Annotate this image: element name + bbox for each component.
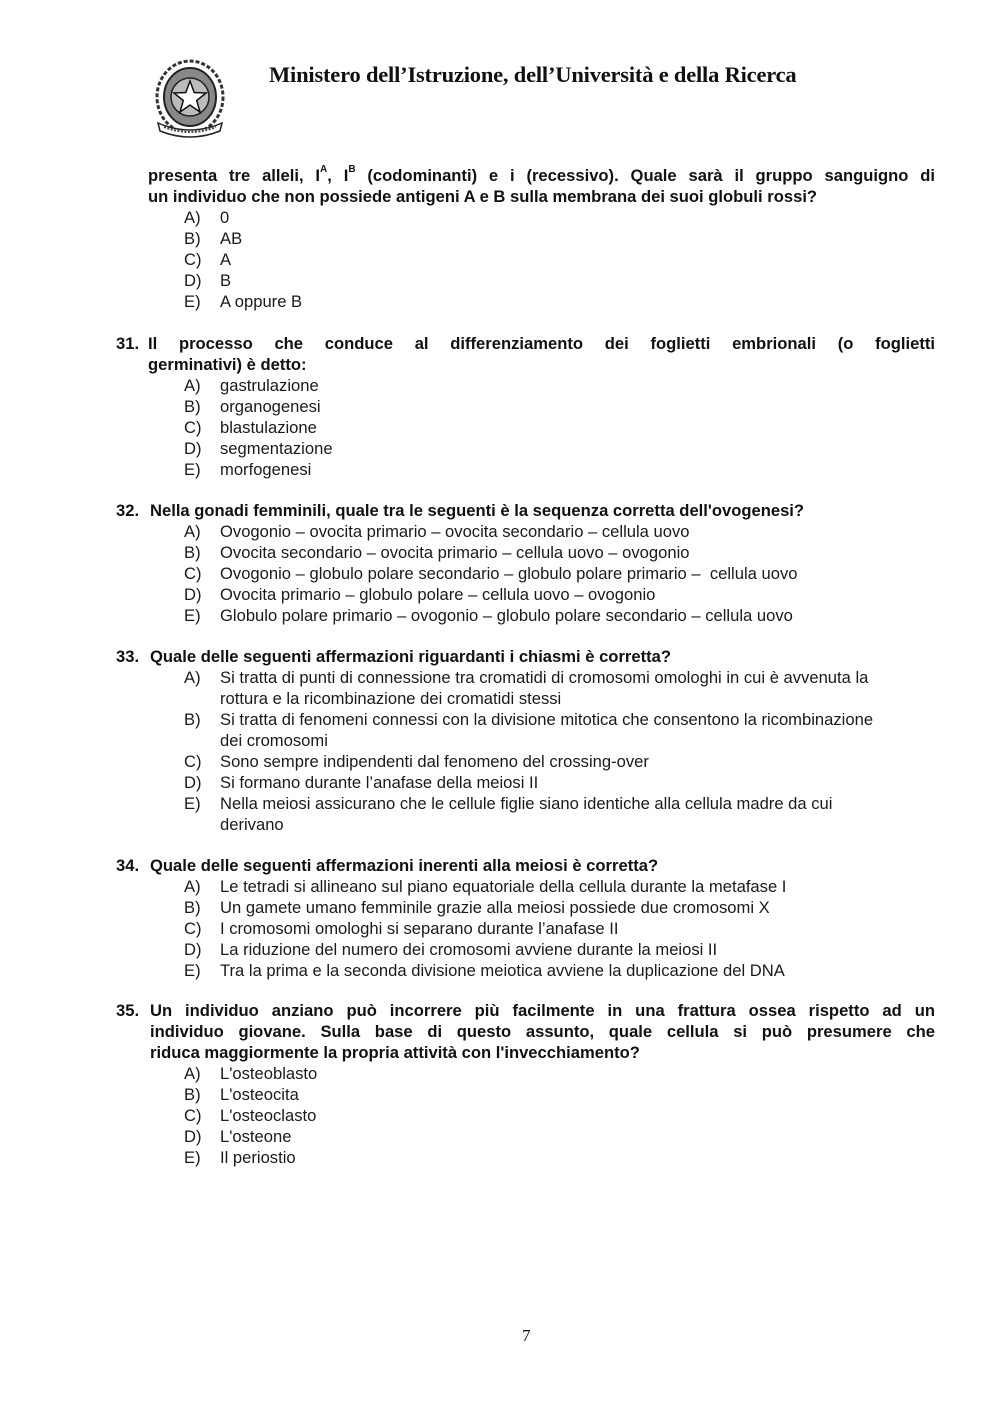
question-text: Quale delle seguenti affermazioni inerenti alla meiosi è corretta? — [150, 856, 659, 875]
question-text: Nella gonadi femminili, quale tra le seguenti è la sequenza corretta dell'ovogenesi? — [150, 501, 805, 520]
question-text-line3: riduca maggiormente la propria attività con l'invecchiamento? — [150, 1043, 640, 1062]
question-number: 31. — [116, 334, 140, 353]
question-text: Il processo che conduce al differenziamento dei foglietti embrionali (o foglietti — [148, 334, 935, 353]
ministry-header-title: Ministero dell’Istruzione, dell’Università e della Ricerca — [269, 62, 797, 87]
question-number: 34. — [116, 856, 140, 875]
question-number: 35. — [116, 1001, 140, 1020]
question-text-line2: individuo giovane. Sulla base di questo assunto, quale cellula si può presumere che — [150, 1022, 935, 1041]
question-text-line2: germinativi) è detto: — [148, 355, 307, 374]
document-page: Ministero dell’Istruzione, dell’Università e della Ricerca presenta tre alleli, $I^A$, $I^B$ (codominanti) e i (recessivo). Quale sarà il gruppo sanguigno di un individuo che non possiede antigeni A e B sulla membrana dei suoi globuli rossi? A) 0 B) AB C) A D) B E) A oppure B 31. Il processo che conduce al differenziamento dei foglietti embrionali (o foglietti germinativi) è detto: A) gastrulazione B) organogenesi C) blastulazione D) segmentazione E) morfogenesi 32. Nella gonadi femminili, quale tra le seguenti è la sequenza corretta dell'ovogenesi? A) Ovogonio – ovocita primario – ovocita secondario – cellula uovo B) Ovocita secondario – ovocita primario – cellula uovo – ovogonio C) Ovogonio – globulo polare secondario – globulo polare primario – cellula uovo D) Ovocita primario – globulo polare – cellula uovo – ovogonio E) Globulo polare primario – ovogonio – globulo polare secondario – cellula uovo 33. Quale delle seguenti affermazioni riguardanti i chiasmi è corretta? A) Si tratta di punti di connessione tra cromatidi di cromosomi omologhi in cui è avvenuta la rottura e la ricombinazione dei cromatidi stessi B) Si tratta di fenomeni connessi con la divisione mitotica che consentono la ricombinazione dei cromosomi C) Sono sempre indipendenti dal fenomeno del crossing-over D) Si formano durante l’anafase della meiosi II E) Nella meiosi assicurano che le cellule figlie siano identiche alla cellula madre da cui derivano 34. Quale delle seguenti affermazioni inerenti alla meiosi è corretta? A) Le tetradi si allineano sul piano equatoriale della cellula durante la metafase I B) Un gamete umano femminile grazie alla meiosi possiede due cromosomi X C) I cromosomi omologhi si separano durante l’anafase II D) La riduzione del numero dei cromosomi avviene durante la meiosi II E) Tra la prima e la seconda divisione meiotica avviene la duplicazione del DNA 35. Un individuo anziano può incorrere più facilmente in una frattura ossea rispetto ad un individuo giovane. Sulla base di questo assunto, quale cellula si può presumere che riduca maggiormente la propria attività con l'invecchiamento? A) L'osteoblasto B) L'osteocita C) L'osteoclasto D) L'osteone E) Il periostio 7 — [0, 0, 992, 1403]
question-text: Quale delle seguenti affermazioni riguardanti i chiasmi è corretta? — [150, 647, 672, 666]
question-number: 32. — [116, 501, 140, 520]
question-text: Un individuo anziano può incorrere più facilmente in una frattura ossea rispetto ad un — [150, 1001, 935, 1020]
italian-republic-emblem-icon — [152, 57, 228, 143]
allele-superscript-a: A — [320, 164, 328, 176]
question-text-continued: presenta tre alleli, $I^A$, $I^B$ (codominanti) e i (recessivo). Quale sarà il gruppo sanguigno di — [148, 164, 935, 185]
allele-superscript-b: B — [348, 164, 356, 176]
page-number: 7 — [522, 1326, 531, 1345]
question-number: 33. — [116, 647, 140, 666]
question-text-continued-line2: un individuo che non possiede antigeni A e B sulla membrana dei suoi globuli rossi? — [148, 187, 818, 206]
